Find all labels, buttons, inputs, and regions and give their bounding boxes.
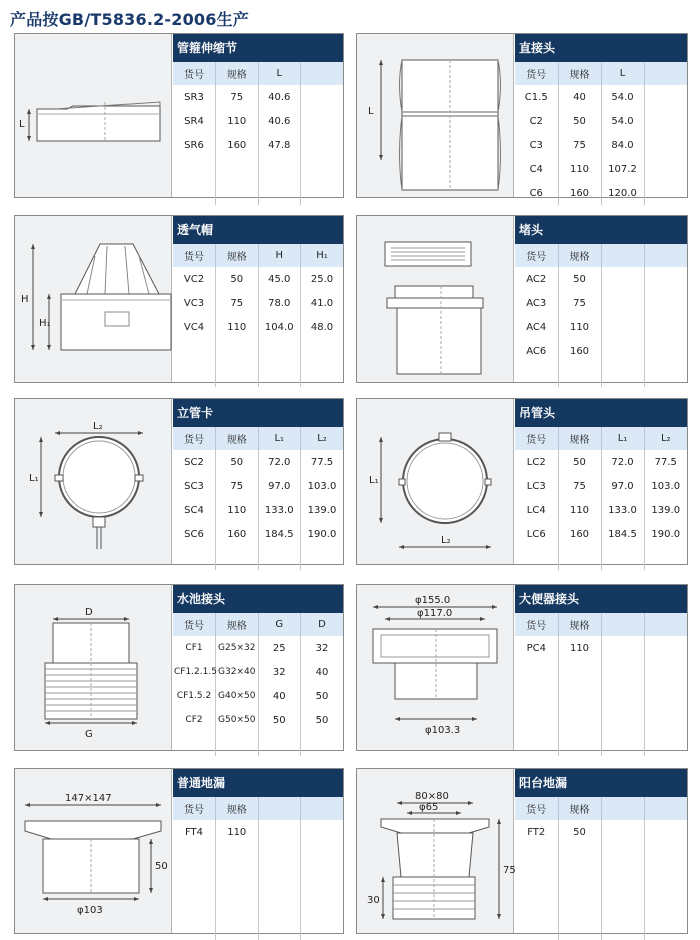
cell: 139.0	[651, 504, 681, 516]
table-row	[173, 636, 343, 660]
vc-title: 透气帽	[173, 216, 343, 244]
lc-drawing	[357, 399, 513, 564]
cell: 110	[216, 315, 259, 339]
cell: 103.0	[307, 480, 337, 492]
ft4-dim-top: 147×147	[65, 793, 112, 804]
table-row	[173, 844, 343, 868]
sc-table	[173, 427, 343, 570]
lc-header: L₂	[644, 427, 687, 450]
c-dim-l: L	[368, 106, 374, 117]
cell: 133.0	[601, 498, 644, 522]
sr-title: 管箍伸缩节	[173, 34, 343, 62]
cell	[601, 267, 644, 291]
ac-header	[601, 244, 644, 267]
lc-header: 货号	[515, 427, 558, 450]
table-row	[515, 844, 687, 868]
table-row	[515, 474, 687, 498]
cell: C4	[515, 157, 558, 181]
ac-header	[644, 244, 687, 267]
table-row	[173, 474, 343, 498]
sr-table-panel	[173, 34, 343, 197]
table-row	[515, 157, 687, 181]
pc-table	[515, 613, 687, 756]
vc-table	[173, 244, 343, 387]
cell: 110	[216, 498, 259, 522]
cell: 97.0	[258, 474, 301, 498]
table-row	[173, 315, 343, 339]
vc-header: 规格	[216, 244, 259, 267]
table-row	[515, 291, 687, 315]
pc-dim-mid: φ117.0	[417, 608, 453, 619]
cell: 78.0	[258, 291, 301, 315]
cell: 75	[216, 291, 259, 315]
cell: FT4	[173, 820, 216, 844]
cell: 50	[258, 708, 301, 732]
ac-header: 规格	[558, 244, 601, 267]
cell: SC2	[173, 450, 216, 474]
cell: 160	[558, 522, 601, 546]
cell: SR4	[173, 109, 216, 133]
lc-header: L₁	[601, 427, 644, 450]
sr-header: 规格	[216, 62, 259, 85]
cell: 184.5	[601, 522, 644, 546]
table-row	[515, 85, 687, 109]
cell: 50	[558, 109, 601, 133]
table-row	[173, 708, 343, 732]
ft2-dim-top: 80×80	[415, 791, 449, 802]
cell: SC4	[173, 498, 216, 522]
cell: SR3	[173, 85, 216, 109]
cf-title: 水池接头	[173, 585, 343, 613]
pc-header: 货号	[515, 613, 558, 636]
card-vc	[14, 215, 344, 383]
sr-header	[301, 62, 344, 85]
cell: 75	[558, 133, 601, 157]
cell: AC6	[515, 339, 558, 363]
cell	[601, 291, 644, 315]
cell	[644, 267, 687, 291]
table-row	[515, 820, 687, 844]
cell	[601, 315, 644, 339]
sr-drawing	[15, 34, 171, 197]
cell: AC4	[515, 315, 558, 339]
table-row	[173, 916, 343, 940]
cell: G50×50	[216, 708, 259, 732]
vc-diagram	[15, 216, 172, 382]
cell: G32×40	[216, 660, 259, 684]
cell: 40	[258, 684, 301, 708]
cell: 160	[558, 181, 601, 205]
cell: 77.5	[654, 456, 677, 468]
cell: 139.0	[307, 504, 337, 516]
cell: CF1.2.1.5	[173, 660, 216, 684]
cell	[644, 291, 687, 315]
cell: SR6	[173, 133, 216, 157]
sc-diagram	[15, 399, 172, 564]
pc-diagram	[357, 585, 514, 750]
cf-table-panel	[173, 585, 343, 750]
cell: 84.0	[601, 133, 644, 157]
cell: SC3	[173, 474, 216, 498]
cell	[644, 85, 687, 109]
table-row	[515, 868, 687, 892]
ft2-title: 阳台地漏	[515, 769, 687, 797]
cell: 75	[558, 474, 601, 498]
cell: 32	[258, 660, 301, 684]
cell: VC3	[173, 291, 216, 315]
table-row	[515, 708, 687, 732]
ft2-header: 货号	[515, 797, 558, 820]
table-row	[515, 636, 687, 660]
cell: VC2	[173, 267, 216, 291]
pc-header: 规格	[558, 613, 601, 636]
cell: 107.2	[601, 157, 644, 181]
cell: 54.0	[601, 109, 644, 133]
cell: CF2	[173, 708, 216, 732]
ft2-dim-mid: φ65	[419, 802, 439, 813]
cell	[601, 820, 644, 844]
sc-title: 立管卡	[173, 399, 343, 427]
cf-drawing	[15, 585, 171, 750]
cell: 47.8	[258, 133, 301, 157]
cell: LC3	[515, 474, 558, 498]
table-row	[515, 546, 687, 570]
cf-table	[173, 613, 343, 756]
cell: FT2	[515, 820, 558, 844]
ft2-header	[644, 797, 687, 820]
cell: 190.0	[307, 528, 337, 540]
sc-dim-l1: L₁	[29, 473, 39, 484]
sc-table-panel	[173, 399, 343, 564]
cf-header: G	[258, 613, 301, 636]
table-row	[173, 660, 343, 684]
cell: 190.0	[651, 528, 681, 540]
lc-table	[515, 427, 687, 570]
table-row	[173, 546, 343, 570]
ac-table	[515, 244, 687, 387]
cell	[301, 85, 344, 109]
ft4-dim-bottom: φ103	[77, 905, 103, 916]
table-row	[515, 660, 687, 684]
cell: 72.0	[258, 450, 301, 474]
cell: 50	[558, 820, 601, 844]
table-row	[173, 109, 343, 133]
cell	[644, 133, 687, 157]
c-table	[515, 62, 687, 205]
cell	[301, 820, 344, 844]
cell: AC3	[515, 291, 558, 315]
sc-drawing	[15, 399, 171, 564]
ac-diagram	[357, 216, 514, 382]
cell: 45.0	[258, 267, 301, 291]
cell: 54.0	[601, 85, 644, 109]
cf-dim-g: G	[85, 729, 93, 740]
cell: 50	[216, 450, 259, 474]
cell: 50	[315, 690, 329, 702]
cell: C1.5	[515, 85, 558, 109]
ft4-diagram	[15, 769, 172, 933]
cell: 110	[216, 109, 259, 133]
ft2-header: 规格	[558, 797, 601, 820]
sc-header: 货号	[173, 427, 216, 450]
cell: 110	[558, 157, 601, 181]
table-row	[173, 133, 343, 157]
cell: 50	[216, 267, 259, 291]
table-row	[173, 498, 343, 522]
lc-dim-l2: L₂	[441, 535, 451, 546]
cf-header: 规格	[216, 613, 259, 636]
sr-header: L	[258, 62, 301, 85]
table-row	[173, 157, 343, 181]
sr-diagram	[15, 34, 172, 197]
c-header	[644, 62, 687, 85]
vc-header: 货号	[173, 244, 216, 267]
ft4-title: 普通地漏	[173, 769, 343, 797]
table-row	[173, 339, 343, 363]
table-row	[515, 732, 687, 756]
card-ft4	[14, 768, 344, 934]
cell: 120.0	[601, 181, 644, 205]
cell	[644, 181, 687, 205]
cell: 40.6	[258, 109, 301, 133]
c-table-panel	[515, 34, 687, 197]
cell	[301, 109, 344, 133]
cf-header: 货号	[173, 613, 216, 636]
card-pc	[356, 584, 688, 751]
ft4-header: 规格	[216, 797, 259, 820]
cell: 40	[315, 666, 329, 678]
ft2-dim-h2: 30	[367, 895, 380, 906]
ft2-drawing	[357, 769, 516, 933]
lc-table-panel	[515, 399, 687, 564]
vc-header: H	[258, 244, 301, 267]
cell: 104.0	[258, 315, 301, 339]
cell: VC4	[173, 315, 216, 339]
table-row	[173, 85, 343, 109]
c-header: 规格	[558, 62, 601, 85]
card-sr	[14, 33, 344, 198]
cell	[644, 820, 687, 844]
ft2-table	[515, 797, 687, 940]
pc-header	[644, 613, 687, 636]
card-ac	[356, 215, 688, 383]
card-c	[356, 33, 688, 198]
cell: 48.0	[310, 321, 334, 333]
cell	[644, 636, 687, 660]
cell: LC4	[515, 498, 558, 522]
ac-header: 货号	[515, 244, 558, 267]
vc-drawing	[15, 216, 171, 382]
cell: LC2	[515, 450, 558, 474]
cell: 72.0	[601, 450, 644, 474]
pc-title: 大便器接头	[515, 585, 687, 613]
table-row	[173, 868, 343, 892]
cf-diagram	[15, 585, 172, 750]
cell: CF1.5.2	[173, 684, 216, 708]
c-header: 货号	[515, 62, 558, 85]
cell: 110	[216, 820, 259, 844]
cell	[258, 820, 301, 844]
cell: 32	[315, 642, 329, 654]
cell: 50	[558, 450, 601, 474]
table-row	[515, 498, 687, 522]
c-drawing	[357, 34, 513, 197]
cell: C2	[515, 109, 558, 133]
sc-header: L₁	[258, 427, 301, 450]
pc-dim-bottom: φ103.3	[425, 725, 461, 736]
lc-diagram	[357, 399, 514, 564]
table-row	[515, 339, 687, 363]
cell: 110	[558, 636, 601, 660]
pc-dim-top: φ155.0	[415, 595, 451, 606]
cell: C6	[515, 181, 558, 205]
cell	[644, 315, 687, 339]
pc-header	[601, 613, 644, 636]
cell: 110	[558, 315, 601, 339]
cf-header: D	[301, 613, 344, 636]
ft4-header	[258, 797, 301, 820]
cell: 160	[216, 522, 259, 546]
c-title: 直接头	[515, 34, 687, 62]
cell: 160	[558, 339, 601, 363]
table-row	[515, 892, 687, 916]
cell: 25.0	[310, 273, 334, 285]
card-sc	[14, 398, 344, 565]
ft4-table	[173, 797, 343, 940]
vc-dim-h: H	[21, 294, 29, 305]
lc-title: 吊管头	[515, 399, 687, 427]
c-diagram	[357, 34, 514, 197]
table-row	[173, 684, 343, 708]
table-row	[515, 315, 687, 339]
table-row	[515, 109, 687, 133]
ft4-dim-h: 50	[155, 861, 168, 872]
ft4-header	[301, 797, 344, 820]
c-header: L	[601, 62, 644, 85]
cell: G40×50	[216, 684, 259, 708]
vc-dim-h1: H₁	[39, 318, 51, 329]
ac-drawing	[357, 216, 513, 382]
table-row	[173, 820, 343, 844]
sr-header: 货号	[173, 62, 216, 85]
cell: 97.0	[601, 474, 644, 498]
cell: 75	[216, 85, 259, 109]
cell: 77.5	[310, 456, 334, 468]
table-row	[173, 450, 343, 474]
table-row	[515, 133, 687, 157]
cell: PC4	[515, 636, 558, 660]
sc-dim-l2: L₂	[93, 421, 103, 432]
cell	[644, 109, 687, 133]
cell: CF1	[173, 636, 216, 660]
table-row	[515, 450, 687, 474]
sr-table	[173, 62, 343, 205]
ft2-diagram	[357, 769, 514, 933]
card-cf	[14, 584, 344, 751]
sc-header: 规格	[216, 427, 259, 450]
table-row	[515, 267, 687, 291]
table-row	[173, 522, 343, 546]
ft4-table-panel	[173, 769, 343, 933]
cell	[601, 636, 644, 660]
cell: 75	[558, 291, 601, 315]
cell: G25×32	[216, 636, 259, 660]
cell: 41.0	[310, 297, 334, 309]
ac-title: 堵头	[515, 216, 687, 244]
cell: C3	[515, 133, 558, 157]
pc-drawing	[357, 585, 513, 750]
cell: 40.6	[258, 85, 301, 109]
sc-header: L₂	[301, 427, 344, 450]
ft2-table-panel	[515, 769, 687, 933]
ft2-header	[601, 797, 644, 820]
cell	[601, 339, 644, 363]
table-row	[515, 181, 687, 205]
cf-dim-d: D	[85, 607, 93, 618]
cell: SC6	[173, 522, 216, 546]
table-row	[515, 684, 687, 708]
vc-header: H₁	[301, 244, 344, 267]
table-row	[173, 291, 343, 315]
table-row	[515, 363, 687, 387]
sr-dim-l: L	[19, 119, 25, 130]
table-row	[173, 892, 343, 916]
table-row	[173, 363, 343, 387]
cell: 50	[558, 267, 601, 291]
card-ft2	[356, 768, 688, 934]
table-row	[515, 916, 687, 940]
cell: 40	[558, 85, 601, 109]
vc-table-panel	[173, 216, 343, 382]
page-title: 产品按GB/T5836.2-2006生产	[10, 10, 250, 29]
cell: LC6	[515, 522, 558, 546]
lc-header: 规格	[558, 427, 601, 450]
pc-table-panel	[515, 585, 687, 750]
table-row	[173, 181, 343, 205]
cell: 160	[216, 133, 259, 157]
cell	[644, 339, 687, 363]
table-row	[173, 267, 343, 291]
cell: 133.0	[258, 498, 301, 522]
cell: 25	[258, 636, 301, 660]
cell: 184.5	[258, 522, 301, 546]
ft4-drawing	[15, 769, 171, 933]
cell: AC2	[515, 267, 558, 291]
ac-table-panel	[515, 216, 687, 382]
ft2-dim-h1: 75	[503, 865, 516, 876]
cell: 50	[315, 714, 329, 726]
ft4-header: 货号	[173, 797, 216, 820]
table-row	[515, 522, 687, 546]
cell: 110	[558, 498, 601, 522]
table-row	[173, 732, 343, 756]
cell	[644, 157, 687, 181]
card-lc	[356, 398, 688, 565]
cell: 75	[216, 474, 259, 498]
cell: 103.0	[651, 480, 681, 492]
cell	[301, 133, 344, 157]
lc-dim-l1: L₁	[369, 475, 379, 486]
